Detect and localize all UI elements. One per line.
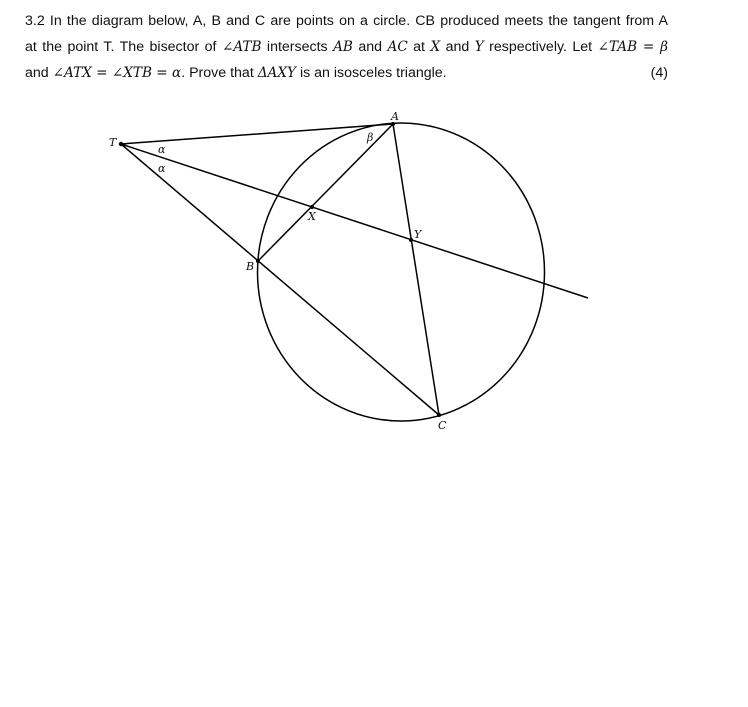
- math-segment-ab: AB: [333, 39, 353, 55]
- text-segment: at: [407, 39, 431, 55]
- point-c: [437, 413, 441, 417]
- point-y: [409, 238, 413, 242]
- label-b: B: [246, 260, 255, 273]
- bisector-line: [121, 144, 588, 298]
- text-segment: respectively. Let: [483, 39, 598, 55]
- label-beta: β: [367, 131, 374, 144]
- tangent-ta: [121, 124, 393, 144]
- point-x: [310, 205, 314, 209]
- math-segment-ac: AC: [387, 39, 408, 55]
- marks-allocation: (4): [650, 65, 668, 81]
- text-segment: is an isosceles triangle.: [296, 65, 447, 81]
- math-angle-tab: ∠TAB = β: [597, 39, 669, 55]
- question-line-1-text: 3.2 In the diagram below, A, B and C are points on a circle. CB produced meets the tangent from A: [25, 13, 668, 29]
- text-segment: and: [440, 39, 475, 55]
- label-alpha-upper: α: [158, 143, 166, 156]
- circle: [258, 123, 545, 421]
- text-segment: . Prove that: [181, 65, 258, 81]
- point-t: [119, 142, 123, 146]
- label-a: A: [391, 110, 399, 123]
- text-segment: and: [25, 65, 53, 81]
- math-point-y: Y: [474, 39, 484, 55]
- label-y: Y: [414, 228, 422, 241]
- math-point-x: X: [430, 39, 441, 55]
- chord-ac: [393, 124, 439, 415]
- label-t: T: [109, 136, 117, 149]
- math-triangle-axy: ΔAXY: [257, 65, 296, 81]
- label-c: C: [438, 419, 447, 432]
- point-b: [256, 259, 260, 263]
- text-segment: at the point T. The bisector of: [25, 39, 222, 55]
- label-x: X: [308, 210, 316, 223]
- label-alpha-lower: α: [158, 162, 166, 175]
- line-tc: [121, 144, 439, 415]
- math-angle-atb: ∠ATB: [221, 39, 262, 55]
- text-segment: intersects: [261, 39, 334, 55]
- text-segment: and: [352, 39, 388, 55]
- math-angle-equation: ∠ATX = ∠XTB = α: [52, 65, 182, 81]
